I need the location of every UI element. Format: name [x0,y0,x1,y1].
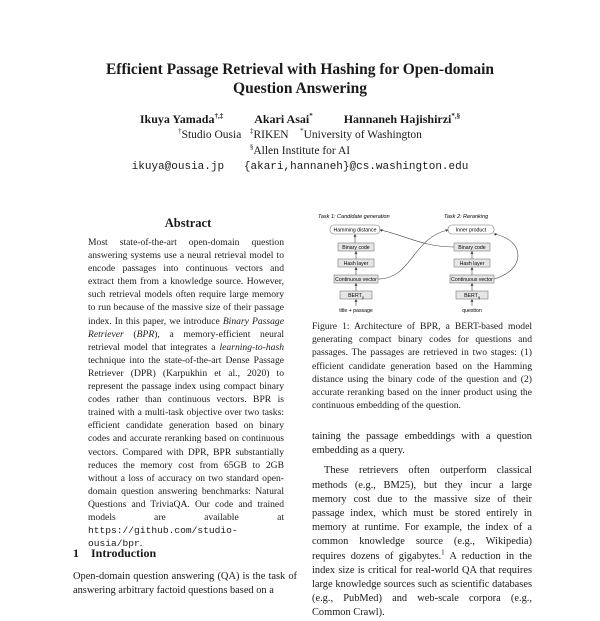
svg-text:BERTp: $BERT_p$ [348,293,364,300]
affiliation-studio-ousia: Studio Ousia [181,129,242,141]
svg-text:Continuous vector: Continuous vector [451,277,493,283]
author-list [0,112,600,127]
svg-text:Hash layer: Hash layer [343,261,369,267]
question-input-label: question [462,308,482,314]
title-line-1: Efficient Passage Retrieval with Hashing for Open-domain [105,61,495,78]
paragraph: taining the passage embeddings with a question embedding as a query. [312,431,532,457]
task2-label: Task 2: Reranking [444,214,489,220]
code-url-link[interactable]: https://github.com/studio-ousia/bpr [88,525,238,550]
intro-paragraph: Open-domain question answering (QA) is the task of answering arbitrary factoid questions based on a [73,571,297,596]
svg-text:Hash layer: Hash layer [459,261,485,267]
svg-text:Binary code: Binary code [342,245,370,251]
author-name: Akari Asai* [254,112,313,126]
abstract-heading: Abstract [164,216,212,230]
svg-text:BERTq: $BERT_q$ [464,293,480,300]
svg-text:Continuous vector: Continuous vector [335,277,377,283]
svg-text:Hamming distance: Hamming distance [333,227,377,234]
abstract-body: Most state-of-the-art open-domain question answering systems use a neural retrieval model to encode passages into continuous vectors and extract them from a knowledge source. However, such retrieval models often require large memory to run because of the massive size of their passage index. In this paper, we introduce Binary Passage Retriever (BPR), a memory-efficient neural retrieval model that integrates a learning-to-hash technique into the state-of-the-art Dense Passage Retriever (DPR) (Karpukhin et al., 2020) to represent the passage index using compact binary codes rather than continuous vectors. BPR is trained with a multi-task objective over two tasks: efficient candidate generation based on binary codes and accurate reranking based on continuous vectors. Compared with DPR, BPR substantially reduces the memory cost from 65GB to 2GB without a loss of accuracy on two standard open-domain question answering benchmarks: Natural Questions and TriviaQA. Our code and trained models are available at https://github.com/studio-ousia/bpr. [88,237,285,550]
passage-input-label: title + passage [339,308,373,314]
figure-caption: Figure 1: Architecture of BPR, a BERT-based model generating compact binary codes for questions and passages. The passages are retrieved in two stages: (1) efficient candidate generation based on the Hamming distance using the binary code of the question and (2) accurate reranking based on the inner product using the continuous embedding of the question. [312,321,532,412]
affiliation-riken: RIKEN [253,129,289,141]
svg-text:Binary code: Binary code [458,245,486,251]
svg-text:Inner product: Inner product [455,227,487,234]
section-heading: 1 Introduction [73,546,157,560]
email-ikuya[interactable]: ikuya@ousia.jp [131,161,225,173]
author-emails [0,160,600,174]
affiliations-line-2: §Allen Institute for AI [249,143,351,157]
affiliations-line-1: †Studio Ousia ‡RIKEN *University of Washington [178,127,422,141]
paper-title [0,60,600,98]
email-uw[interactable]: {akari,hannaneh}@cs.washington.edu [243,161,469,173]
paragraph: These retrievers often outperform classical methods (e.g., BM25), but they incur a large memory cost due to the massive size of their passage index, which must be stored entirely in memory at runtime. For example, the index of a common knowledge source (e.g., Wikipedia) requires dozens of gigabytes.$^1$ A reduction in the index size is critical for real-world QA that requires large knowledge sources such as scientific databases (e.g., PubMed) and web-scale corpora (e.g., Common Crawl). [312,465,533,619]
affiliation-uw: University of Washington [303,129,422,141]
affiliation-allen: Allen Institute for AI [253,145,351,157]
author-name: Hannaneh Hajishirzi*,§ [343,112,461,126]
author-name: Ikuya Yamada†,‡ [139,112,224,126]
architecture-figure [312,210,534,318]
title-line-2: Question Answering [233,80,367,97]
right-column-text [312,430,532,621]
task1-label: Task 1: Candidate generation [318,214,390,220]
footnote-marker: 1 [441,548,445,557]
